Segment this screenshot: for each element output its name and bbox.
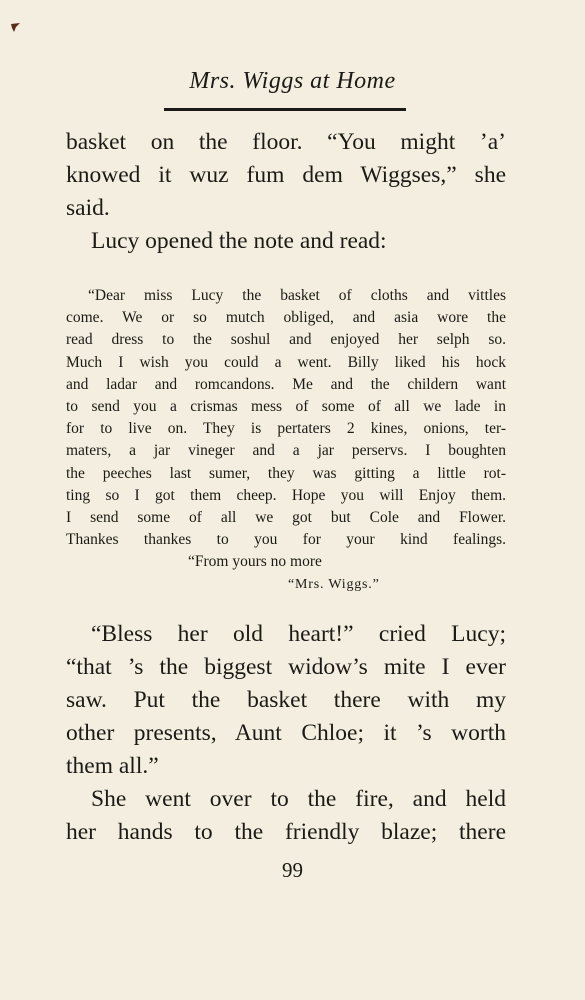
ink-mark-icon bbox=[10, 22, 21, 33]
letter-line: Much I wish you could a went. Billy liked his hock bbox=[66, 353, 506, 371]
letter-line: the peeches last sumer, they was gitting a little rot- bbox=[66, 464, 506, 482]
letter-signature: “Mrs. Wiggs.” bbox=[288, 576, 380, 592]
running-head: Mrs. Wiggs at Home bbox=[189, 68, 396, 94]
letter-line: and ladar and romcandons. Me and the childern want bbox=[66, 375, 506, 393]
letter-closing: “From yours no more bbox=[188, 553, 322, 571]
letter-line: Thankes thankes to you for your kind fealings. bbox=[66, 531, 506, 549]
letter-line: to send you a crismas mess of some of all we lade in bbox=[66, 398, 506, 416]
opening-text bbox=[66, 126, 506, 258]
text-line: basket on the floor. “You might ’a’ bbox=[66, 129, 506, 155]
text-line: her hands to the friendly blaze; there bbox=[66, 819, 506, 845]
letter-block bbox=[66, 285, 506, 596]
page-number: 99 bbox=[282, 858, 303, 882]
text-line: said. bbox=[66, 195, 110, 221]
text-line: “that ’s the biggest widow’s mite I ever bbox=[66, 654, 506, 680]
text-line: She went over to the fire, and held bbox=[91, 786, 506, 812]
closing-text bbox=[66, 618, 506, 849]
letter-line: “Dear miss Lucy the basket of cloths and vittles bbox=[88, 287, 506, 304]
letter-line: read dress to the soshul and enjoyed her selph so. bbox=[66, 331, 506, 349]
text-line: knowed it wuz fum dem Wiggses,” she bbox=[66, 162, 506, 188]
text-line: saw. Put the basket there with my bbox=[66, 687, 506, 713]
header-rule bbox=[164, 108, 406, 111]
letter-line: for to live on. They is pertaters 2 kines, onions, ter- bbox=[66, 420, 506, 438]
letter-line: ting so I got them cheep. Hope you will Enjoy them. bbox=[66, 486, 506, 504]
text-line: “Bless her old heart!” cried Lucy; bbox=[91, 621, 506, 647]
letter-line: maters, a jar vineger and a jar perservs. I boughten bbox=[66, 442, 506, 460]
letter-line: come. We or so mutch obliged, and asia wore the bbox=[66, 309, 506, 327]
text-line: other presents, Aunt Chloe; it ’s worth bbox=[66, 720, 506, 746]
text-line: them all.” bbox=[66, 753, 159, 779]
letter-line: I send some of all we got but Cole and Flower. bbox=[66, 509, 506, 527]
note-intro: Lucy opened the note and read: bbox=[91, 228, 387, 254]
